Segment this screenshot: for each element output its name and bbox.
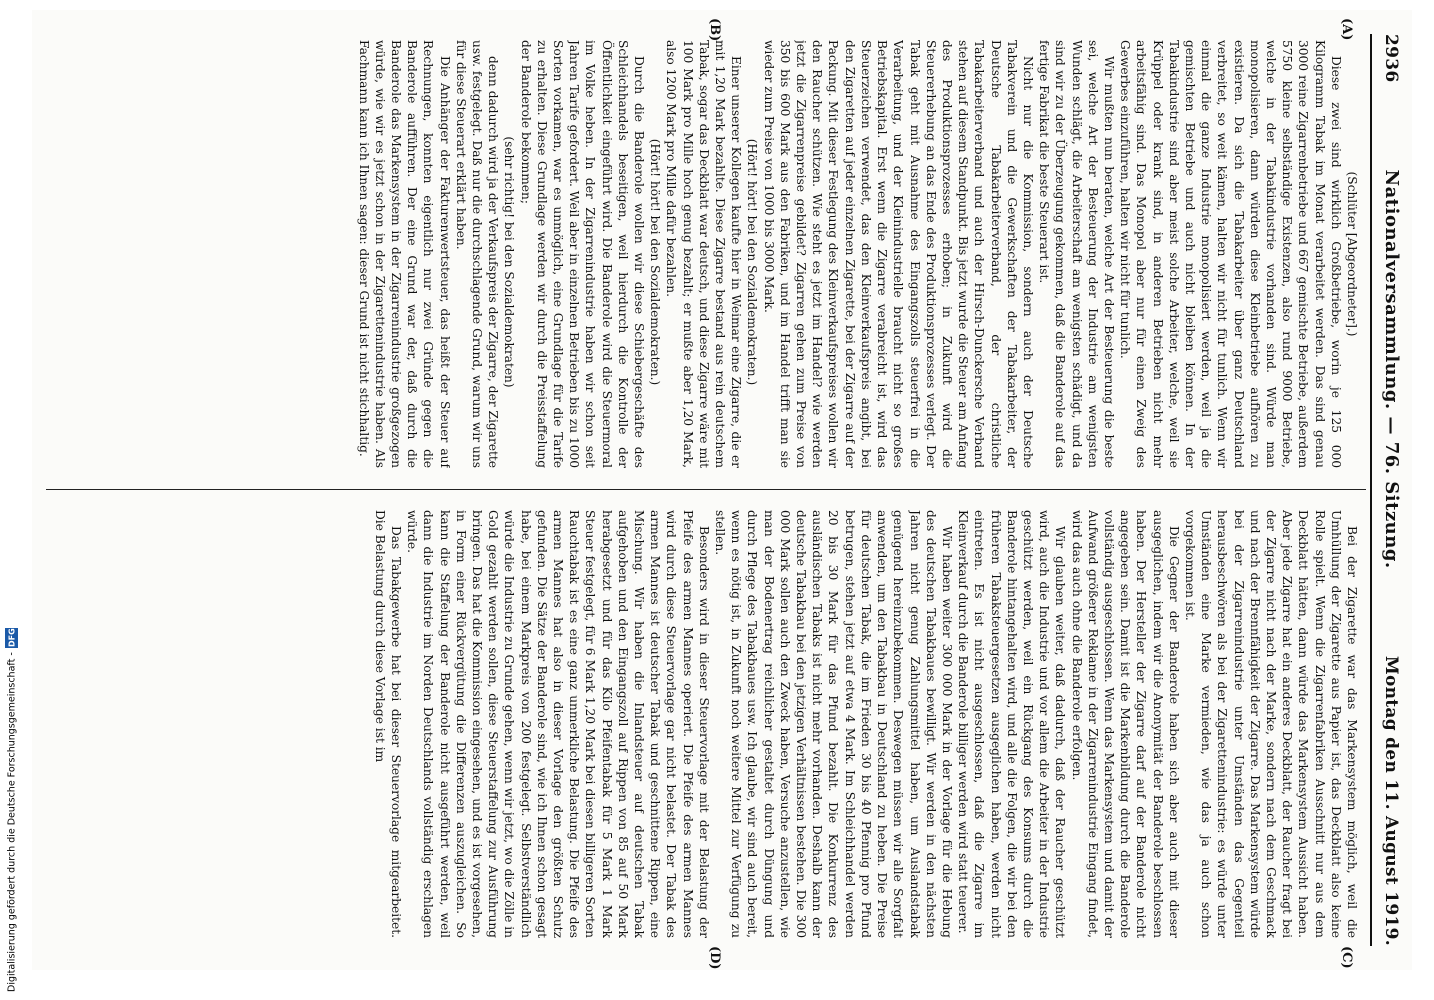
- paragraph: Diese zwei sind wirklich Großbetriebe, worin je 125 000 Kilogramm Tabak im Monat verarbeitet werden. Das sind genau 3000 reine Zigarrenbetriebe und 667 gemischte Betriebe, außerdem 5750 kleine selbständige Existenzen, also rund 9000 Betriebe, welche in der Tabakindustrie vorhanden sind. Würde man monopolisieren, dann würden diese Kleinbetriebe aufhören zu existieren. Da sich die Tabakarbeiter über ganz Deutschland verbreitet, so weit kämen, halten wir nicht für tunlich. Wenn wir einmal die ganze Industrie monopolisiert werden, weil ja die gemischten Betriebe und auch nicht bleiben können. In der Tabakindustrie sind aber meist solche Arbeiter, welche, weil sie Krüppel oder krank sind, in anderen Betrieben nicht mehr arbeitsfähig sind. Das Monopol aber nur für einen Zweig des Gewerbes einzuführen, halten wir nicht für tunlich.: [1118, 40, 1343, 468]
- paragraph: Wir mußten nun beraten, welche Art der Besteuerung die beste sei, welche Art der Besteuerung der Industrie am wenigsten Wunden schlägt, die Arbeiterschaft am wenigsten schädigt, und da sind wir zu der Überzeugung gekommen, daß die Banderole auf das fertige Fabrikat die beste Steuerart ist.: [1037, 40, 1116, 468]
- page-title: Nationalversammlung. — 76. Sitzung.: [1381, 169, 1402, 569]
- interjection: (sehr richtig! bei den Sozialdemokraten): [502, 136, 517, 388]
- paragraph: Einer unserer Kollegen kaufte hier in Weimar eine Zigarre, die er mit 1,20 Mark bezahlte. Diese Zigarre bestand aus rein deutschem Tabak, sogar das Deckblatt war deutsch, und diese Zigarre wäre mit 100 Mark pro Mille hoch genug bezahlt; er mußte aber 1,20 Mark, also 1200 Mark pro Mille dafür bezahlen.: [664, 40, 744, 468]
- scanned-page: [32, 10, 1412, 970]
- dfg-logo-icon: DFG: [7, 628, 17, 648]
- paragraph: Nicht nur die Kommission, sondern auch der Deutsche Tabakverein und die Gewerkschaften der Tabakarbeiter, der Deutsche Tabakarbeiterverband, der christliche Tabakarbeiterverband und auch der Hirsch-Dunckersche Verband stehen auf diesem Standpunkt. Bis jetzt wurde die Steuer am Anfang des Produktionsprozesses erhoben; in Zukunft wird die Steuererhebung an das Ende des Produktionsprozesses verlegt. Der Tabak geht mit Ausnahme des Eingangszolls steuerfrei in die Verarbeitung, und der Kleinindustrielle braucht nicht so großes Betriebskapital. Erst wenn die Zigarre verabreicht ist, wird das Steuerzeichen verwendet, das den Kleinverkaufspreis angibt, bei den Zigaretten auf jeder einzelnen Zigarette, bei der Zigarre auf der Packung. Mit dieser Festlegung des Kleinverkaufspreises wollen wir den Raucher schützen. Wie steht es jetzt im Handel? wie werden jetzt die Zigarrenpreise gebildet? Zigarren gehen zum Preise von 350 bis 600 Mark aus den Fabriken, und im Handel trifft man sie wieder zum Preise von 1000 bis 3000 Mark.: [761, 40, 1035, 468]
- paragraph: Bei der Zigarette war das Markensystem möglich, weil die Umhüllung der Zigarette aus Papier ist, das Deckblatt also keine Rolle spielt. Wenn die Zigarrenfabriken Ausschnitt nur aus dem Deckblatt hätten, dann würde das Markensystem Aussicht haben. Aber jede Zigarre hat ein anderes Deckblatt, der Raucher fragt bei der Zigarre nicht nach der Marke, sondern nach dem Geschmack und nach der Brennfähigkeit der Zigarre. Das Markensystem würde bei der Zigarrenindustrie unter Umständen das Gegenteil herausbeschwören als bei der Zigarettenindustrie: es würde unter Umständen eine Marke vermieden, wie das ja auch schon vorgekommen ist.: [1182, 510, 1359, 938]
- column-marker-c: (C): [1339, 946, 1354, 969]
- paragraph: Die Anhänger der Fakturenwertsteuer, das heißt der Steuer auf Rechnungen, konnten eigentlich nur zwei Gründe gegen die Banderole aufführen. Der eine Grund war der, daß durch die Banderole das Markensystem in der Zigarrenindustrie großgezogen würde, wie wir es jetzt schon in der Zigarettenindustrie haben. Als Fachmann kann ich Ihnen sagen: dieser Grund ist nicht stichhaltig.: [356, 40, 452, 468]
- right-column: [52, 510, 1360, 938]
- header-rule: [1370, 34, 1372, 946]
- paragraph: denn dadurch wird ja der Verkaufspreis der Zigarre, der Zigarette usw. festgelegt. Daß nur die durchschlagende Grund, warum wir uns für diese Steuerart erklärt haben.: [453, 40, 501, 468]
- page-header: [1376, 34, 1402, 946]
- paragraph: Wir haben weiter 300 000 Mark in der Vorlage für die Hebung des deutschen Tabakbaues bewilligt. Wir werden in den nächsten Jahren nicht genug Zahlungsmittel haben, um Auslandstabak genügend hereinzubekommen. Deswegen müssen wir alle Sorgfalt anwenden, um den Tabakbau in Deutschland zu heben. Die Preise für deutschen Tabak, die im Frieden 30 bis 40 Pfennig pro Pfund betrugen, stehen jetzt auf etwa 4 Mark. Im Schleichhandel werden 20 bis 30 Mark für das Pfund bezahlt. Die Konkurrenz des ausländischen Tabaks ist nicht mehr vorhanden. Deshalb kann der deutsche Tabakbau bei den jetzigen Verhältnissen bestehen. Die 300 000 Mark sollen auch den Zweck haben, Versuche anzustellen, wie man der Bodenertrag reichlicher gestaltet durch Düngung und durch Pflege des Tabakbaues usw. Ich glaube, wir sind auch bereit, wenn es nötig ist, in Zukunft noch weitere Mittel zur Verfügung zu stellen.: [713, 510, 954, 938]
- digitization-credit: [2, 8, 22, 992]
- speaker-line: (Schlüter [Abgeordneter].): [1345, 171, 1359, 337]
- credit-text: Digitalisierung gefördert durch die Deutsche Forschungsgemeinschaft -: [6, 652, 18, 992]
- paragraph: Wir glauben weiter, daß dadurch, daß der Raucher geschützt wird, auch die Industrie und vor allem die Arbeiter in der Industrie geschützt werden, weil ein Rückgang des Konsums durch die Banderole hintangehalten wird, und alle die Folgen, die wir bei den früheren Tabaksteuergesetzen ausgeglichen haben, werden nicht eintreten. Es ist nicht ausgeschlossen, daß die Zigarre im Kleinverkauf durch die Banderole billiger werden wird statt teuerer.: [956, 510, 1068, 938]
- interjection: (Hört! hört! bei den Sozialdemokraten.): [648, 138, 663, 386]
- column-marker-b: (B): [707, 18, 722, 42]
- paragraph: Besonders wird in dieser Steuervorlage mit der Belastung der Pfeife des armen Mannes operiert. Die Pfeife des armen Mannes wird durch diese Steuervorlage gar nicht belastet. Der Tabak des armen Mannes ist deutscher Tabak und geschnittene Rippen, eine Mischung. Wir haben die Inlandsteuer auf deutschen Tabak aufgehoben und den Eingangszoll auf Rippen von 85 auf 50 Mark herabgesetzt und für das Kilo Pfeifentabak für 5 Mark 1 Mark Steuer festgelegt, für 6 Mark 1,20 Mark bei diesen billigeren Sorten Rauchtabak ist es eine ganz unmerkliche Belastung. Die Pfeife des armen Mannes hat also in dieser Vorlage den größten Schutz gefunden. Die Sätze der Banderole sind, wie ich Ihnen schon gesagt habe, bei einem Markpreis von 200 festgelegt. Selbstverständlich würde die Industrie zu Grunde gehen, wenn wir jetzt, wo die Zölle in Gold gezahlt werden sollen, diese Steuerstaffelung zur Ausführung bringen. Das hat die Kommission eingesehen, und es ist vorgesehen, in Form einer Rückvergütung die Differenzen auszugleichen. So kann die Staffelung der Banderole nicht ausgeführt werden, weil dann die Industrie im Norden Deutschlands vollständig erschlagen würde.: [405, 510, 711, 938]
- paragraph: Durch die Banderole wollen wir diese Schiebergeschäfte des Schleichhandels beseitigen, weil hierdurch die Kontrolle der Öffentlichkeit eingeführt wird. Die Banderole wird die Steuermoral im Volke heben. In der Zigarrenindustrie haben wir schon seit Jahren Tarife gefordert. Weil aber in einzelnen Betrieben bis zu 1000 Sorten vorkamen, war es unmöglich, eine Grundlage für die Tarife zu erhalten. Diese Grundlage werden wir durch die Preisstaffelung der Banderole bekommen;: [518, 40, 647, 468]
- paragraph: Das Tabakgewerbe hat bei dieser Steuervorlage mitgearbeitet. Die Belastung durch diese Vorlage ist im: [372, 510, 404, 938]
- paragraph: Die Gegner der Banderole haben sich aber auch mit dieser ausgeglichen, indem wir die Anonymität der Banderole beschlossen haben. Der Hersteller der Zigarre darf auf der Banderole nicht angegeben sein. Damit ist die Markenbildung durch die Banderole vollständig ausgeschlossen. Wenn das Markensystem und damit der Aufwand größerer Reklame in der Zigarrenindustrie Eingang findet, wird das auch ohne die Banderole erfolgen.: [1069, 510, 1181, 938]
- page-number: 2936: [1381, 34, 1401, 83]
- column-divider: [46, 489, 1366, 490]
- column-marker-d: (D): [707, 946, 722, 970]
- column-marker-a: (A): [1339, 18, 1354, 41]
- page-date: Montag den 11. August 1919.: [1381, 655, 1401, 946]
- left-column: [52, 40, 1360, 468]
- interjection: (Hört! hört! bei den Sozialdemokraten.): [745, 138, 760, 386]
